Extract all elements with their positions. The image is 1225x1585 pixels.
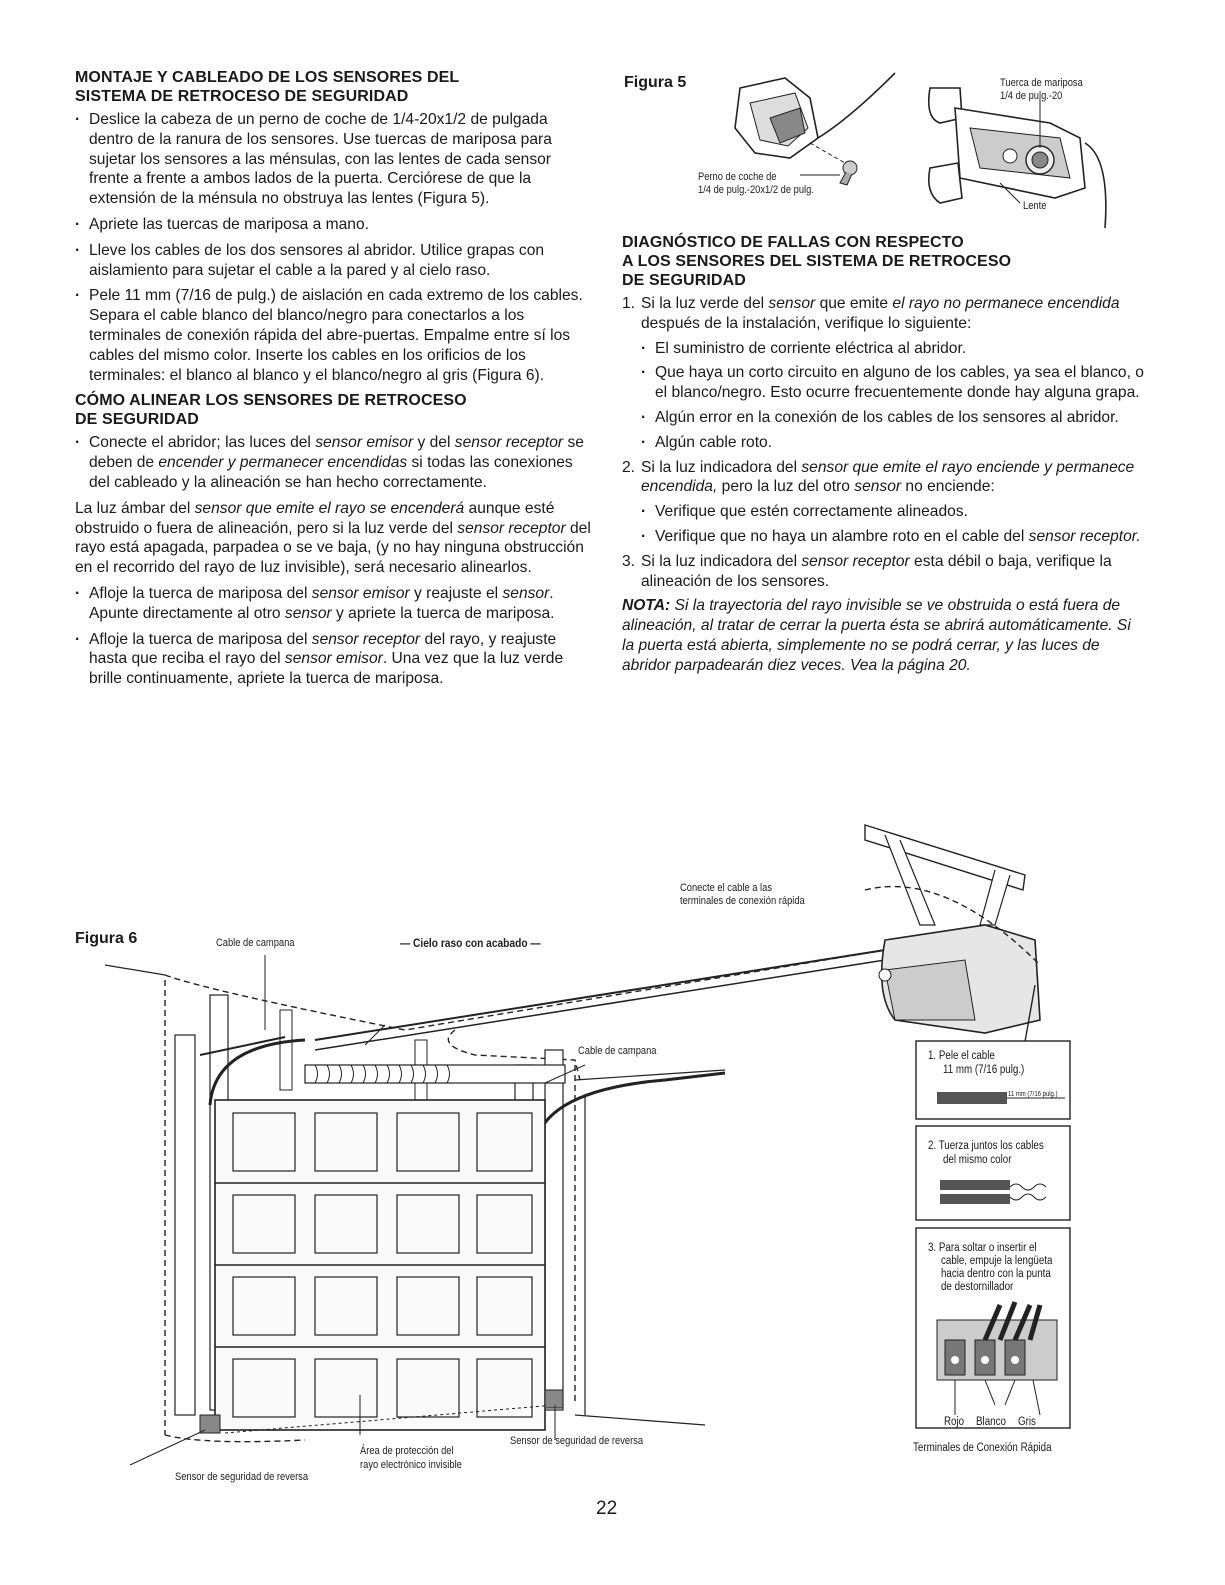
step3-line3: hacia dentro con la punta [941, 1268, 1051, 1280]
list-item: · Algún error en la conexión de los cables de los sensores al abridor. [641, 408, 1147, 428]
list-item: · Afloje la tuerca de mariposa del sensor emisor y reajuste el sensor. Apunte directamente al otro sensor y apriete la tuerca de mariposa. [75, 584, 595, 624]
section-heading-sensor-mounting: MONTAJE Y CABLEADO DE LOS SENSORES DEL SISTEMA DE RETROCESO DE SEGURIDAD [75, 69, 460, 105]
list-item: · Lleve los cables de los dos sensores al abridor. Utilice grapas con aislamiento para sujetar el cable a la pared y al cielo raso. [75, 241, 595, 281]
beam-area-label-line2: rayo electrónico invisible [360, 1459, 462, 1471]
list-item: · Deslice la cabeza de un perno de coche de 1/4-20x1/2 de pulgada dentro de la ranura de los sensores. Use tuercas de mariposa para sujetar los sensores a las ménsulas, con las lentes de cada sensor frente a frente a ambos lados de la puerta. Cerciórese de que la extensión de la ménsula no obstruya las lentes (Figura 5). [75, 110, 595, 209]
step1-line1: 1. Pele el cable [928, 1050, 995, 1062]
list-item: · Pele 11 mm (7/16 de pulg.) de aislación en cada extremo de los cables. Separa el cable blanco del blanco/negro para conectarlos a los terminales de conexión rápida del abre-puertas. Empalme entre sí los cables del mismo color. Inserte los cables en los orificios de los terminales: el blanco al blanco y el blanco/negro al gris (Figura 6). [75, 286, 595, 385]
list-item: · Afloje la tuerca de mariposa del sensor receptor del rayo, y reajuste hasta que reciba el rayo del sensor emisor. Una vez que la luz verde brille continuamente, apriete la tuerca de mariposa. [75, 630, 595, 689]
list-item: · Apriete las tuercas de mariposa a mano. [75, 215, 595, 235]
bolt-label-line1: Perno de coche de [698, 171, 777, 183]
step1-scale-label: 11 mm (7/16 pulg.) [1008, 1091, 1058, 1098]
color-label-white: Blanco [976, 1416, 1006, 1428]
step3-line4: de destornillador [941, 1281, 1014, 1293]
step1-line2: 11 mm (7/16 pulg.) [943, 1064, 1025, 1076]
right-column [622, 233, 1147, 676]
section-heading-sensor-alignment: CÓMO ALINEAR LOS SENSORES DE RETROCESO DE SEGURIDAD [75, 392, 467, 429]
list-item: · El suministro de corriente eléctrica al abridor. [641, 339, 1147, 359]
adjustment-list [75, 584, 595, 689]
list-item: · Verifique que no haya un alambre roto en el cable del sensor receptor. [641, 527, 1147, 547]
list-item: · Conecte el abridor; las luces del sensor emisor y del sensor receptor se deben de encender y permanecer encendidas si todas las conexiones del cableado y la alineación se han hecho correctamente. [75, 433, 595, 492]
left-sensor-label: Sensor de seguridad de reversa [175, 1471, 309, 1483]
color-label-red: Rojo [944, 1416, 965, 1428]
figure-5-label: Figura 5 [624, 74, 687, 91]
left-column [75, 68, 595, 695]
page-number: 22 [596, 1498, 618, 1519]
step2-line2: del mismo color [943, 1154, 1012, 1166]
list-item: · Verifique que estén correctamente alineados. [641, 502, 1147, 522]
list-item: · Que haya un corto circuito en alguno de los cables, ya sea el blanco, o el blanco/negro. Esto ocurre frecuentemente donde hay alguna grapa. [641, 363, 1147, 403]
bolt-label-line2: 1/4 de pulg.-20x1/2 de pulg. [698, 184, 814, 196]
bell-wire-label-mid: Cable de campana [578, 1045, 657, 1057]
section-heading-troubleshooting: DIAGNÓSTICO DE FALLAS CON RESPECTO A LOS SENSORES DEL SISTEMA DE RETROCESO DE SEGURIDAD [622, 234, 1012, 289]
list-item: 2. Si la luz indicadora del sensor que emite el rayo enciende y permanece encendida, pero la luz del otro sensor no enciende: · Verifique que estén correctamente alineados. · Verifique que no haya un alambre roto en el cable del sensor receptor. [622, 458, 1147, 547]
quick-connect-terminals-caption: Terminales de Conexión Rápida [913, 1442, 1052, 1454]
figure-6-label: Figura 6 [75, 930, 138, 947]
step3-line1: 3. Para soltar o insertir el [928, 1242, 1037, 1254]
connect-label-line1: Conecte el cable a las [680, 882, 772, 894]
right-sensor-label: Sensor de seguridad de reversa [510, 1435, 644, 1447]
step3-line2: cable, empuje la lengüeta [941, 1255, 1053, 1267]
list-item: · Algún cable roto. [641, 433, 1147, 453]
beam-area-label-line1: Área de protección del [360, 1445, 454, 1457]
wingnut-label-line1: Tuerca de mariposa [1000, 77, 1083, 89]
list-item: 3. Si la luz indicadora del sensor receptor esta débil o baja, verifique la alineación de los sensores. [622, 552, 1112, 590]
bell-wire-label-top: Cable de campana [216, 937, 295, 949]
connect-label-line2: terminales de conexión rápida [680, 895, 805, 907]
wingnut-label-line2: 1/4 de pulg.-20 [1000, 90, 1063, 102]
step2-line1: 2. Tuerza juntos los cables [928, 1140, 1044, 1152]
mounting-steps-list [75, 110, 595, 385]
color-label-gray: Gris [1018, 1416, 1036, 1428]
figure-5-illustration [700, 68, 1130, 233]
lens-label: Lente [1023, 200, 1047, 212]
ceiling-label: — Cielo raso con acabado — [400, 936, 541, 950]
alignment-paragraph: La luz ámbar del sensor que emite el rayo se encenderá aunque esté obstruido o fuera de alineación, pero si la luz verde del sensor receptor del rayo está apagada, parpadea o se ve baja, (y no hay ninguna obstrucción en el recorrido del rayo de luz invisible), será necesario alinearlos. [75, 499, 591, 577]
note-paragraph: NOTA: Si la trayectoria del rayo invisible se ve obstruida o está fuera de alineación, al tratar de cerrar la puerta ésta se abrirá automáticamente. Si la puerta está abierta, simplemente no se podrá cerrar, y las luces de abridor parpadearán diez veces. Vea la página 20. [622, 597, 1131, 674]
alignment-list [75, 433, 595, 492]
troubleshooting-list [622, 294, 1147, 591]
list-item: 1. Si la luz verde del sensor que emite el rayo no permanece encendida después de la instalación, verifique lo siguiente: · El suministro de corriente eléctrica al abridor. · Que haya un corto circuito en alguno de los cables, ya sea el blanco, o el blanco/negro. Esto ocurre frecuentemente donde hay alguna grapa. · Algún error en la conexión de los cables de los sensores al abridor. · Algún cable roto. [622, 294, 1147, 453]
